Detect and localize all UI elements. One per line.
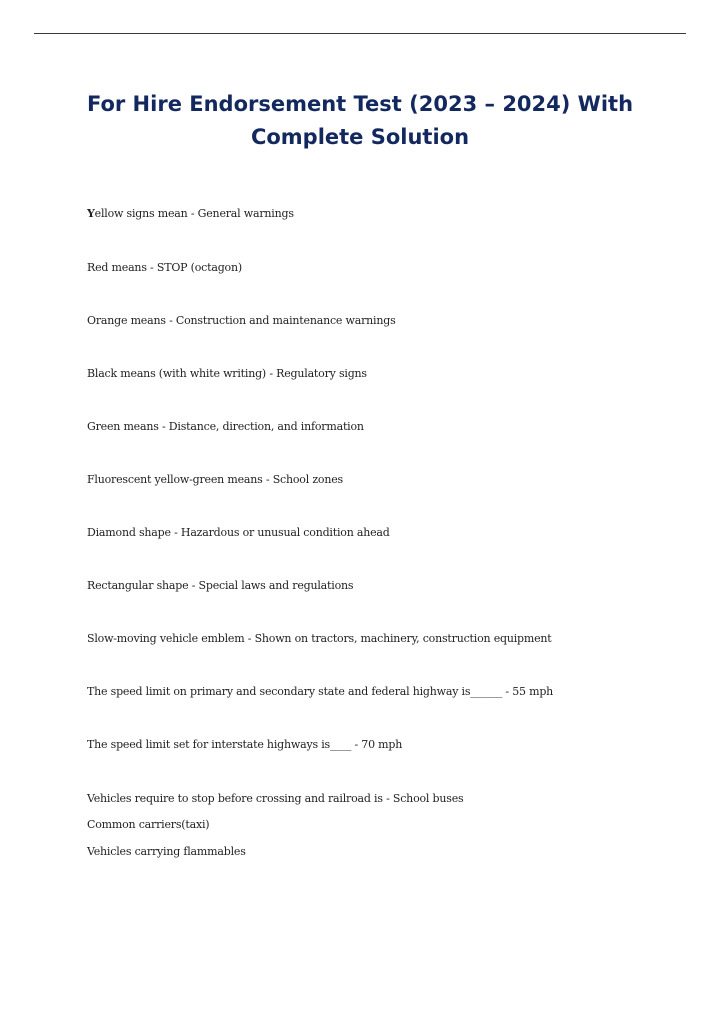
header-rule (34, 33, 686, 34)
qa-item-black: Black means (with white writing) - Regulatory signs (87, 367, 367, 380)
qa-item-speed-limit-interstate: The speed limit set for interstate highways is____ - 70 mph (87, 738, 403, 751)
document-title (60, 88, 660, 154)
qa-item-text: ellow signs mean - General warnings (94, 207, 294, 220)
qa-item-diamond-shape: Diamond shape - Hazardous or unusual condition ahead (87, 526, 390, 539)
title-line-2: Complete Solution (250, 125, 470, 149)
qa-item-yellow-signs (87, 206, 294, 222)
qa-item-rectangular-shape: Rectangular shape - Special laws and regulations (87, 579, 354, 592)
qa-item-green: Green means - Distance, direction, and information (87, 420, 364, 433)
qa-item-common-carriers: Common carriers(taxi) (87, 818, 210, 831)
qa-item-slow-moving-emblem: Slow-moving vehicle emblem - Shown on tractors, machinery, construction equipment (87, 632, 552, 645)
qa-item-red: Red means - STOP (octagon) (87, 261, 242, 274)
qa-item-orange: Orange means - Construction and maintenance warnings (87, 314, 396, 327)
qa-item-speed-limit-state: The speed limit on primary and secondary state and federal highway is______ - 55 mph (87, 685, 554, 698)
title-line-1: For Hire Endorsement Test (2023 – 2024) With (86, 92, 634, 116)
qa-item-flammables: Vehicles carrying flammables (87, 845, 246, 858)
qa-item-railroad-stop: Vehicles require to stop before crossing and railroad is - School buses (87, 792, 464, 805)
qa-item-fluorescent: Fluorescent yellow-green means - School zones (87, 473, 343, 486)
qa-item-initial: Y (87, 207, 95, 220)
